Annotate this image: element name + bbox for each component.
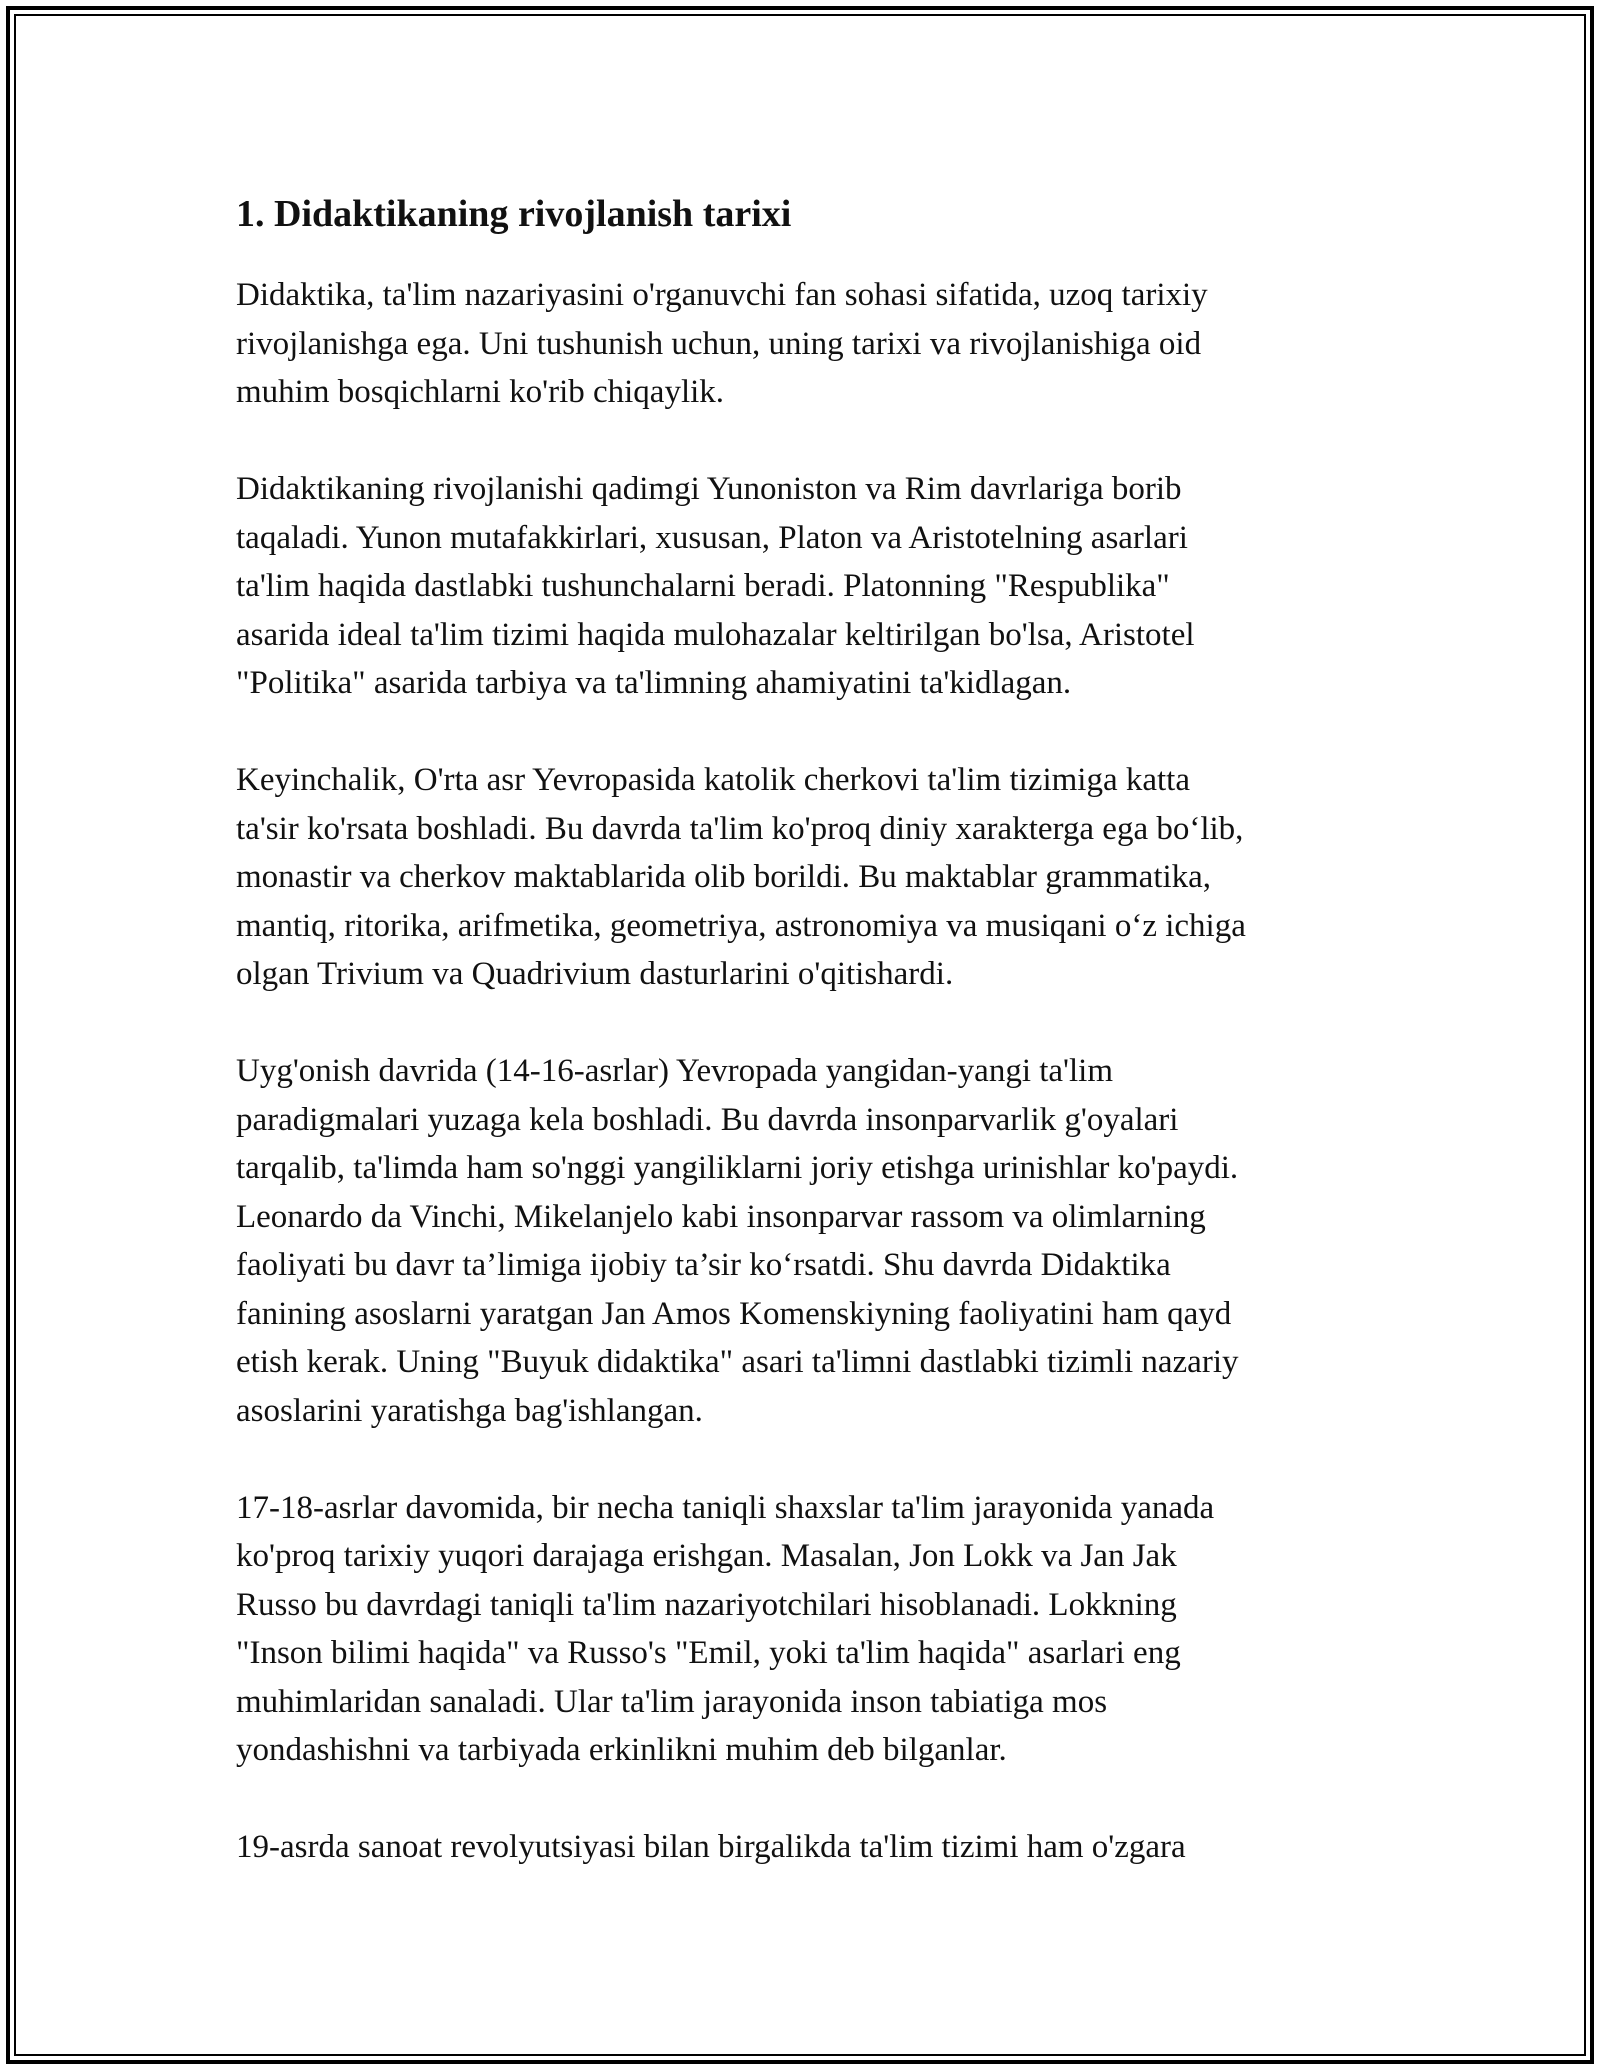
- text-line: monastir va cherkov maktablarida olib borildi. Bu maktablar grammatika,: [236, 859, 1212, 895]
- text-line: mantiq, ritorika, arifmetika, geometriya, astronomiya va musiqani o‘z ichiga: [236, 907, 1246, 944]
- text-line: 17-18-asrlar davomida, bir necha taniqli shaxslar ta'lim jarayonida yanada: [236, 1489, 1215, 1526]
- text-line: Leonardo da Vinchi, Mikelanjelo kabi insonparvar rassom va olimlarning: [236, 1198, 1206, 1235]
- text-line: fanining asoslarni yaratgan Jan Amos Komenskiyning faoliyatini ham qayd: [236, 1295, 1232, 1332]
- text-line: 19-asrda sanoat revolyutsiyasi bilan birgalikda ta'lim tizimi ham o'zgara: [236, 1829, 1186, 1865]
- text-line: etish kerak. Uning "Buyuk didaktika" asari ta'limni dastlabki tizimli nazariy: [236, 1344, 1239, 1380]
- paragraph-5: [236, 1484, 1366, 1775]
- text-line: paradigmalari yuzaga kela boshladi. Bu davrda insonparvarlik g'oyalari: [236, 1101, 1179, 1138]
- text-line: Uyg'onish davrida (14-16-asrlar) Yevropada yangidan-yangi ta'lim: [236, 1053, 1113, 1089]
- paragraph-2: [236, 465, 1366, 708]
- text-line: Didaktikaning rivojlanishi qadimgi Yunoniston va Rim davrlariga borib: [236, 471, 1182, 507]
- text-line: olgan Trivium va Quadrivium dasturlarini o'qitishardi.: [236, 956, 954, 992]
- text-line: ko'proq tarixiy yuqori darajaga erishgan. Masalan, Jon Lokk va Jan Jak: [236, 1538, 1177, 1574]
- paragraph-1: [236, 271, 1366, 417]
- text-line: Didaktika, ta'lim nazariyasini o'rganuvchi fan sohasi sifatida, uzoq tarixiy: [236, 277, 1208, 313]
- text-line: asarida ideal ta'lim tizimi haqida mulohazalar keltirilgan bo'lsa, Aristotel: [236, 616, 1195, 653]
- text-line: muhimlaridan sanaladi. Ular ta'lim jarayonida inson tabiatiga mos: [236, 1683, 1108, 1720]
- text-line: ta'lim haqida dastlabki tushunchalarni beradi. Platonning "Respublika": [236, 568, 1170, 604]
- paragraph-6: [236, 1823, 1366, 1872]
- text-line: rivojlanishga ega. Uni tushunish uchun, uning tarixi va rivojlanishiga oid: [236, 325, 1202, 362]
- paragraph-4: [236, 1047, 1366, 1435]
- text-line: faoliyati bu davr ta’limiga ijobiy ta’sir ko‘rsatdi. Shu davrda Didaktika: [236, 1247, 1171, 1283]
- paragraph-3: [236, 756, 1366, 999]
- text-line: Keyinchalik, O'rta asr Yevropasida katolik cherkovi ta'lim tizimiga katta: [236, 762, 1190, 798]
- text-line: taqaladi. Yunon mutafakkirlari, xususan, Platon va Aristotelning asarlari: [236, 519, 1188, 556]
- document-body: [236, 185, 1366, 1920]
- text-line: "Politika" asarida tarbiya va ta'limning ahamiyatini ta'kidlagan.: [236, 665, 1072, 701]
- text-line: muhim bosqichlarni ko'rib chiqaylik.: [236, 374, 725, 410]
- text-line: tarqalib, ta'limda ham so'nggi yangiliklarni joriy etishga urinishlar ko'paydi.: [236, 1150, 1239, 1186]
- document-title: 1. Didaktikaning rivojlanish tarixi: [236, 193, 792, 235]
- text-line: "Inson bilimi haqida" va Russo's "Emil, yoki ta'lim haqida" asarlari eng: [236, 1635, 1181, 1671]
- text-line: yondashishni va tarbiyada erkinlikni muhim deb bilganlar.: [236, 1732, 1007, 1768]
- text-line: ta'sir ko'rsata boshladi. Bu davrda ta'lim ko'proq diniy xarakterga ega bo‘lib,: [236, 810, 1244, 847]
- text-line: Russo bu davrdagi taniqli ta'lim nazariyotchilari hisoblanadi. Lokkning: [236, 1586, 1177, 1623]
- text-line: asoslarini yaratishga bag'ishlangan.: [236, 1392, 703, 1429]
